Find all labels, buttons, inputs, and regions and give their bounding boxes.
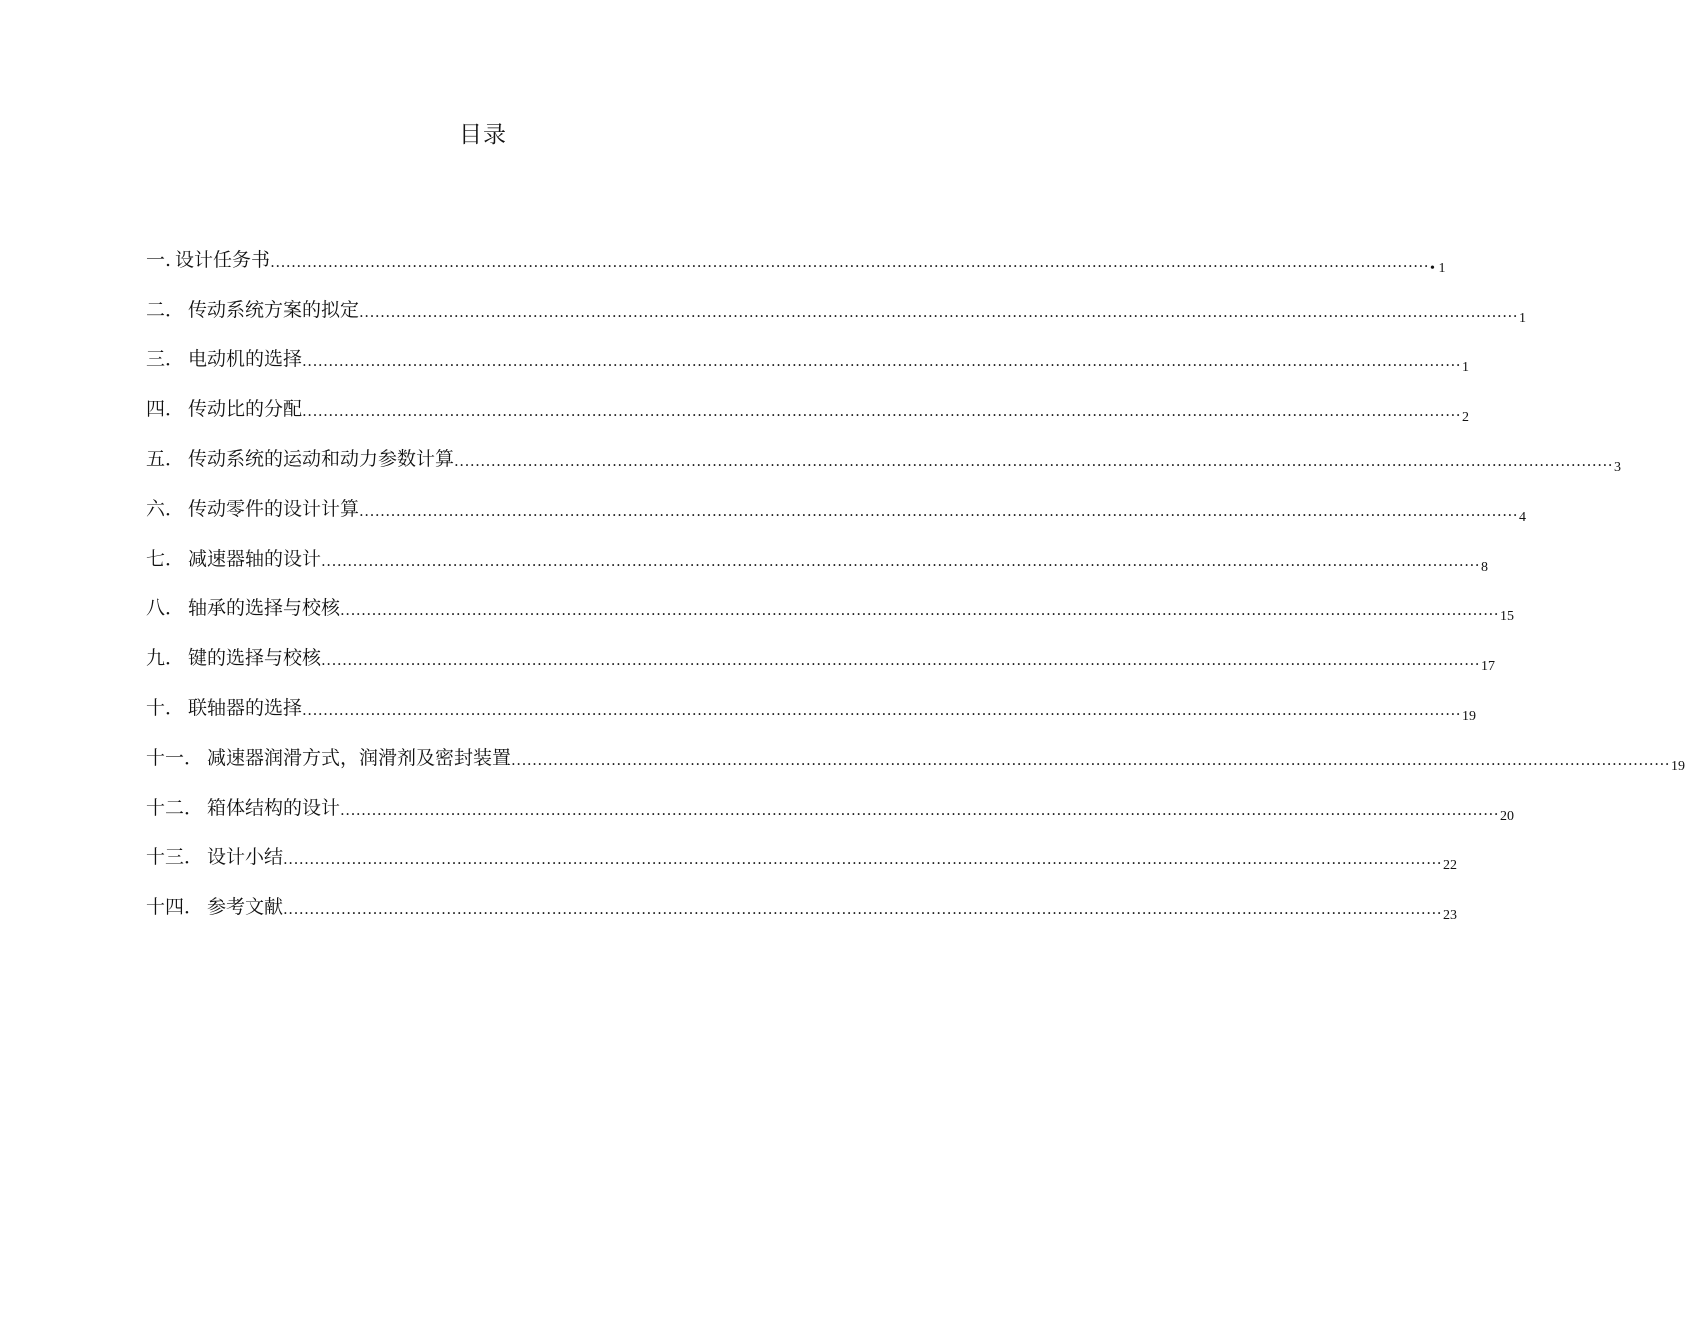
toc-entry-number: 八． bbox=[146, 597, 185, 620]
page-title: 目录 bbox=[459, 122, 507, 148]
toc-entry-label: 设计任务书 bbox=[175, 248, 271, 271]
toc-entry-number: 六． bbox=[146, 497, 185, 520]
toc-dot-leader: ............................................................................................................................................................................................................................ bbox=[321, 651, 1481, 670]
toc-dot-leader: ............................................................................................................................................................................................................................ bbox=[340, 601, 1500, 620]
toc-entry-label: 轴承的选择与校核 bbox=[188, 597, 341, 620]
toc-entry-number: 五． bbox=[146, 447, 185, 470]
toc-entry[interactable] bbox=[146, 421, 1622, 475]
toc-entry-number: 十四． bbox=[146, 896, 204, 919]
toc-entry[interactable] bbox=[146, 471, 1527, 525]
toc-entry-number: 十． bbox=[146, 696, 185, 719]
toc-dot-leader: ............................................................................................................................................................................................................................ bbox=[454, 451, 1614, 470]
toc-entry-number: 十二． bbox=[146, 796, 204, 819]
toc-entry-page-number: 23 bbox=[1443, 908, 1458, 924]
toc-entry-page-number: 1 bbox=[1462, 360, 1470, 376]
toc-dot-leader: ............................................................................................................................................................................................................................ bbox=[283, 900, 1443, 919]
toc-entry-number: 十三． bbox=[146, 846, 204, 869]
toc-entry-page-number: 8 bbox=[1481, 559, 1489, 575]
toc-entry-number: 九． bbox=[146, 647, 185, 670]
toc-entry-number: 七． bbox=[146, 547, 185, 570]
toc-entry[interactable] bbox=[146, 222, 1446, 276]
toc-entry-page-number: 1 bbox=[1519, 310, 1527, 326]
toc-dot-leader: ............................................................................................................................................................................................................................ bbox=[302, 700, 1462, 719]
toc-entry-label: 电动机的选择 bbox=[188, 348, 303, 371]
toc-entry[interactable] bbox=[146, 869, 1458, 924]
toc-entry[interactable] bbox=[146, 371, 1470, 426]
toc-entry[interactable] bbox=[146, 770, 1515, 824]
toc-entry-label: 设计小结 bbox=[207, 846, 284, 869]
toc-dot-leader: ............................................................................................................................................................................................................................ bbox=[359, 501, 1519, 520]
toc-dot-leader: ............................................................................................................................................................................................................................ bbox=[359, 302, 1519, 321]
toc-dot-leader: ............................................................................................................................................................................................................................ bbox=[511, 750, 1671, 769]
toc-entry-label: 传动系统的运动和动力参数计算 bbox=[188, 447, 455, 470]
toc-entry-number: 十一． bbox=[146, 746, 204, 769]
toc-entry[interactable] bbox=[146, 521, 1489, 575]
toc-entry-label: 键的选择与校核 bbox=[188, 647, 322, 670]
toc-entry-label: 减速器润滑方式，润滑剂及密封装置 bbox=[207, 746, 512, 769]
toc-entry-page-number: 20 bbox=[1500, 808, 1515, 824]
toc-entry-number: 一. bbox=[146, 248, 172, 271]
toc-entry-number: 四． bbox=[146, 398, 185, 421]
toc-dot-leader: ............................................................................................................................................................................................................................ bbox=[302, 402, 1462, 421]
toc-entry[interactable] bbox=[146, 322, 1470, 376]
toc-entry-page-number: • 1 bbox=[1430, 260, 1446, 276]
toc-dot-leader: ............................................................................................................................................................................................................................ bbox=[321, 551, 1481, 570]
toc-entry-page-number: 2 bbox=[1462, 410, 1470, 426]
toc-entry-label: 箱体结构的设计 bbox=[207, 796, 341, 819]
toc-entry-page-number: 22 bbox=[1443, 858, 1458, 874]
toc-entry-label: 参考文献 bbox=[207, 896, 284, 919]
toc-entry-page-number: 17 bbox=[1481, 659, 1496, 675]
toc-entry-label: 联轴器的选择 bbox=[188, 696, 303, 719]
toc-dot-leader: ............................................................................................................................................................................................................................ bbox=[340, 800, 1500, 819]
toc-entry[interactable] bbox=[146, 571, 1515, 625]
table-of-contents bbox=[146, 222, 1685, 924]
toc-entry-label: 减速器轴的设计 bbox=[188, 547, 322, 570]
toc-entry-page-number: 19 bbox=[1462, 708, 1477, 724]
toc-entry-page-number: 4 bbox=[1519, 509, 1527, 525]
toc-dot-leader: ............................................................................................................................................................................................................................ bbox=[270, 252, 1430, 271]
toc-entry-number: 三． bbox=[146, 348, 185, 371]
toc-entry-number: 二． bbox=[146, 298, 185, 321]
toc-entry[interactable] bbox=[146, 670, 1477, 724]
toc-entry[interactable] bbox=[146, 720, 1685, 774]
toc-dot-leader: ............................................................................................................................................................................................................................ bbox=[302, 352, 1462, 371]
toc-entry-label: 传动系统方案的拟定 bbox=[188, 298, 360, 321]
toc-dot-leader: ............................................................................................................................................................................................................................ bbox=[283, 850, 1443, 869]
toc-entry-label: 传动比的分配 bbox=[188, 398, 303, 421]
toc-entry-page-number: 19 bbox=[1671, 758, 1685, 774]
toc-entry-page-number: 3 bbox=[1614, 459, 1622, 475]
toc-entry[interactable] bbox=[146, 620, 1496, 675]
toc-entry[interactable] bbox=[146, 820, 1458, 874]
toc-entry-page-number: 15 bbox=[1500, 609, 1515, 625]
toc-entry-label: 传动零件的设计计算 bbox=[188, 497, 360, 520]
toc-entry[interactable] bbox=[146, 272, 1527, 326]
